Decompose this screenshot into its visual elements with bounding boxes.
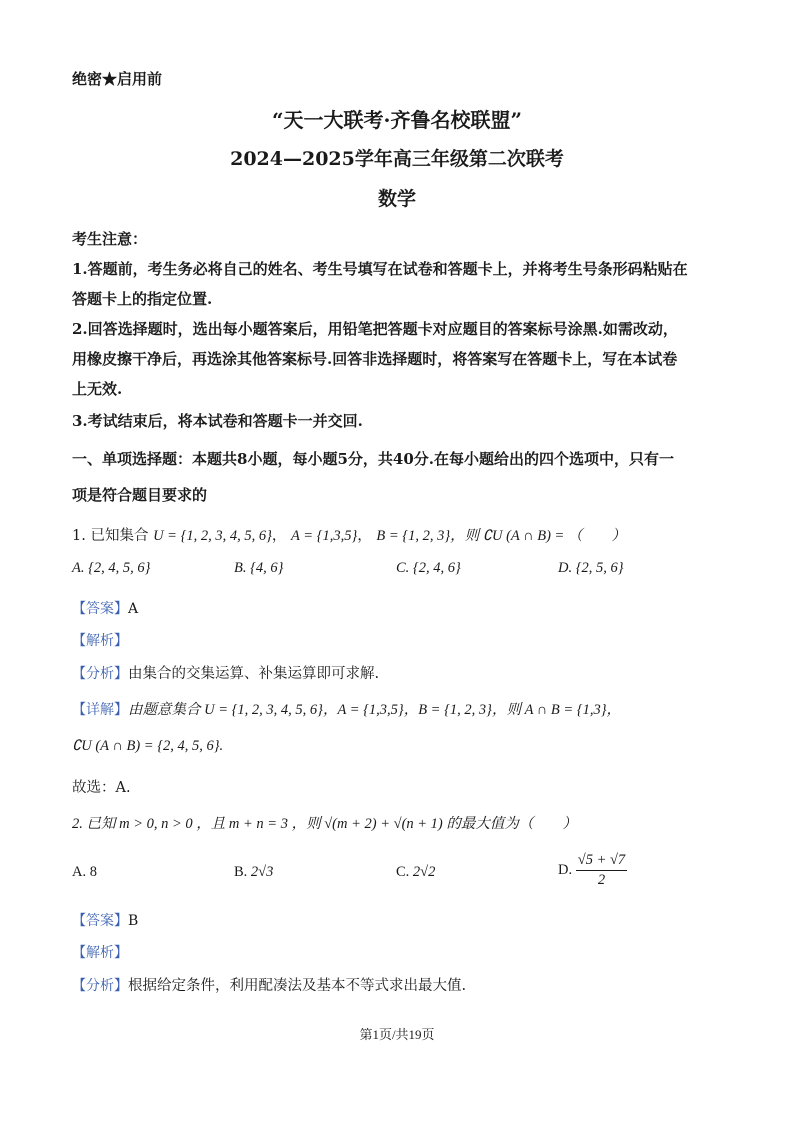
- notice-item-2-line-2: 用橡皮擦干净后，再选涂其他答案标号.回答非选择题时，将答案写在答题卡上，写在本试卷: [72, 350, 678, 368]
- q2-option-c-label: C.: [396, 864, 410, 880]
- page-footer: 第1页/共19页: [359, 1027, 435, 1042]
- notice-item-1-line-2: 答题卡上的指定位置.: [72, 290, 213, 308]
- notice-item-2-line-1: 2.回答选择题时，选出每小题答案后，用铅笔把答题卡对应题目的答案标号涂黑.如需改动，: [72, 320, 678, 338]
- q2-answer: [72, 910, 138, 930]
- q1-xiangjie-tag: 【详解】: [72, 702, 128, 718]
- q1-set-u: U = {1, 2, 3, 4, 5, 6}: [153, 528, 272, 544]
- q1-xiangjie: [72, 698, 621, 719]
- notice-heading: 考生注意：: [72, 230, 148, 248]
- q2-option-a: A. 8: [72, 864, 97, 880]
- q1-option-d: D. {2, 5, 6}: [558, 560, 624, 576]
- q1-option-a: A. {2, 4, 5, 6}: [72, 560, 151, 576]
- q1-fenxi: [72, 662, 379, 683]
- q2-stem: 2. 已知 m > 0, n > 0 ，且 m + n = 3 ，则 √(m + 2) + √(n + 1) 的最大值为（ ）: [72, 816, 577, 832]
- q1-prefix: 1. 已知集合: [72, 528, 149, 544]
- q2-option-b-label: B.: [234, 864, 248, 880]
- exam-subtitle: 2024—2025学年高三年级第二次联考: [230, 148, 564, 170]
- q1-option-b: B. {4, 6}: [234, 560, 284, 576]
- q2-option-d-label: D.: [558, 862, 573, 878]
- q1-answer-value: A: [128, 601, 139, 617]
- section-heading-line-1: 一、单项选择题：本题共8小题，每小题5分，共40分.在每小题给出的四个选项中，只有一: [72, 450, 674, 468]
- q2-option-b-value: 2√3: [250, 864, 274, 880]
- q1-fenxi-tag: 【分析】: [72, 666, 128, 682]
- subject-title: 数学: [377, 188, 416, 210]
- q2-option-c: [396, 864, 435, 881]
- q1-answer-tag: 【答案】: [72, 601, 128, 617]
- q2-analysis-tag: 【解析】: [72, 945, 128, 961]
- q2-answer-tag: 【答案】: [72, 913, 128, 929]
- q2-fenxi-tag: 【分析】: [72, 978, 128, 994]
- q2-fenxi: [72, 974, 466, 995]
- notice-item-2-line-3: 上无效.: [72, 380, 123, 398]
- secret-label: 绝密★启用前: [72, 70, 163, 88]
- q2-answer-value: B: [128, 913, 139, 929]
- q1-ask: ，则 ∁U (A ∩ B) = （ ）: [450, 528, 626, 544]
- q2-fenxi-text: 根据给定条件，利用配凑法及基本不等式求出最大值.: [128, 978, 467, 994]
- q1-set-a: A = {1,3,5}: [291, 528, 358, 544]
- q2-option-d-denominator: 2: [597, 872, 606, 888]
- notice-item-3: 3.考试结束后，将本试卷和答题卡一并交回.: [72, 412, 363, 430]
- q1-fenxi-text: 由集合的交集运算、补集运算即可求解.: [128, 666, 380, 682]
- q2-option-d: [558, 852, 627, 889]
- q1-analysis-tag: 【解析】: [72, 633, 128, 649]
- q2-option-d-fraction: [576, 852, 627, 889]
- q1-xiangjie-line-1: 由题意集合 U = {1, 2, 3, 4, 5, 6}，A = {1,3,5}，B = {1, 2, 3}，则 A ∩ B = {1,3}，: [128, 702, 621, 718]
- q2-option-d-numerator: √5 + √7: [576, 852, 627, 871]
- exam-title: “天一大联考·齐鲁名校联盟”: [272, 108, 522, 132]
- q1-option-c: C. {2, 4, 6}: [396, 560, 461, 576]
- q1-answer: [72, 598, 138, 618]
- q2-option-b: [234, 864, 273, 881]
- q1-conclusion: 故选：A.: [72, 780, 131, 796]
- q1-set-b: B = {1, 2, 3}: [376, 528, 451, 544]
- notice-item-1-line-1: 1.答题前，考生务必将自己的姓名、考生号填写在试卷和答题卡上，并将考生号条形码粘贴在: [72, 260, 688, 278]
- section-heading-line-2: 项是符合题目要求的: [72, 486, 208, 504]
- q1-xiangjie-line-2: ∁U (A ∩ B) = {2, 4, 5, 6}.: [72, 738, 224, 754]
- q2-option-c-value: 2√2: [412, 864, 436, 880]
- q1-stem: 1. 已知集合 U = {1, 2, 3, 4, 5, 6}， A = {1,3,5}， B = {1, 2, 3}，则 ∁U (A ∩ B) = （ ）: [72, 528, 626, 544]
